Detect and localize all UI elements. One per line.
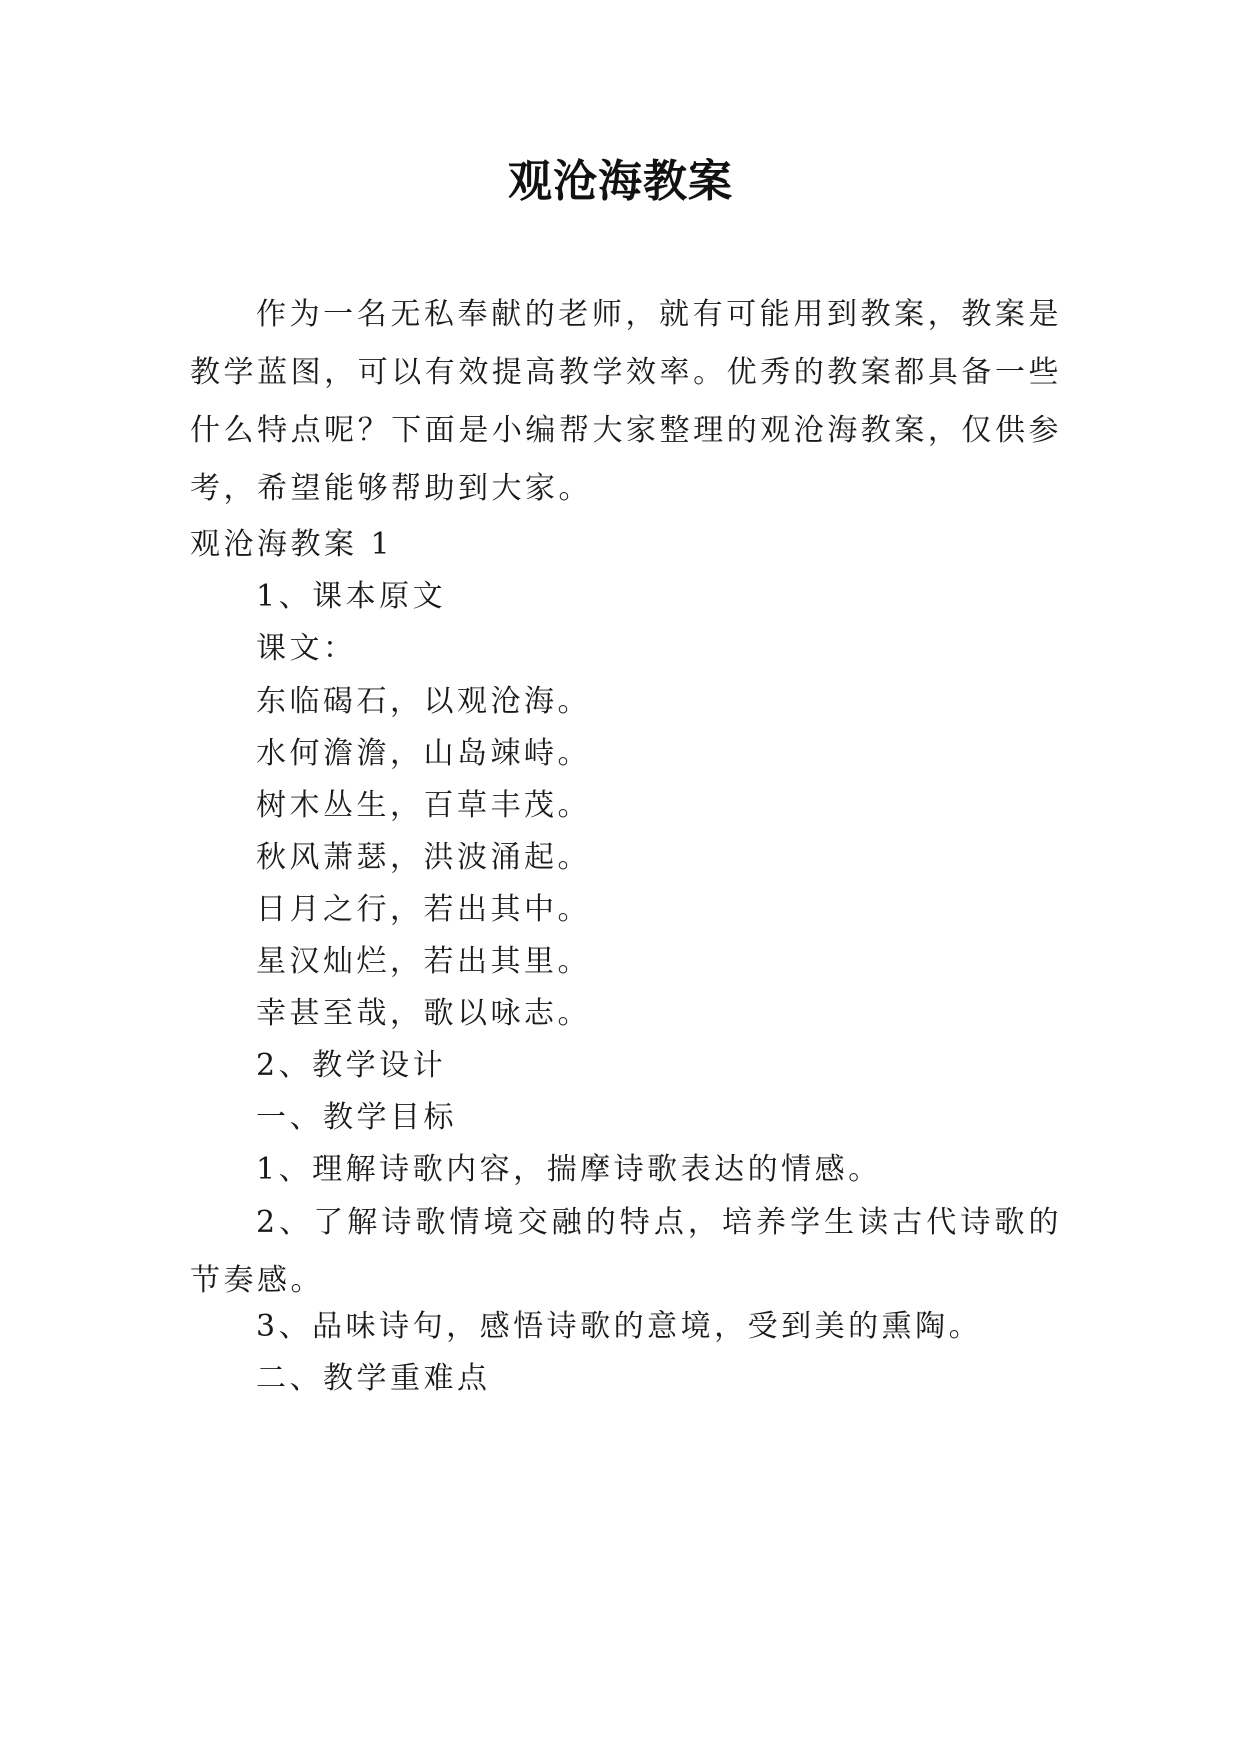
item-heading-teaching-design: 2、教学设计	[256, 1048, 447, 1083]
poem-line: 树木丛生，百草丰茂。	[256, 788, 591, 823]
poem-line: 水何澹澹，山岛竦峙。	[256, 736, 591, 771]
goal-item: 1、理解诗歌内容，揣摩诗歌表达的情感。	[256, 1152, 882, 1187]
poem-line: 星汉灿烂，若出其里。	[256, 944, 591, 979]
text-label: 课文：	[256, 631, 357, 666]
poem-line: 幸甚至哉，歌以咏志。	[256, 996, 591, 1031]
goal-item: 3、品味诗句，感悟诗歌的意境，受到美的熏陶。	[256, 1309, 983, 1344]
section-heading: 观沧海教案 1	[190, 527, 394, 562]
goal-item: 2、了解诗歌情境交融的特点，培养学生读古代诗歌的节奏感。	[190, 1205, 1062, 1298]
poem-line: 秋风萧瑟，洪波涌起。	[256, 840, 591, 875]
poem-line: 日月之行，若出其中。	[256, 892, 591, 927]
item-heading-original-text: 1、课本原文	[256, 579, 447, 614]
intro-paragraph: 作为一名无私奉献的老师，就有可能用到教案，教案是教学蓝图，可以有效提高教学效率。优秀的教案都具备一些什么特点呢？下面是小编帮大家整理的观沧海教案，仅供参考，希望能够帮助到大家。	[190, 297, 1062, 506]
key-points-heading: 二、教学重难点	[256, 1361, 491, 1396]
poem-line: 东临碣石，以观沧海。	[256, 684, 591, 719]
document-title: 观沧海教案	[508, 156, 733, 207]
goals-heading: 一、教学目标	[256, 1100, 457, 1135]
